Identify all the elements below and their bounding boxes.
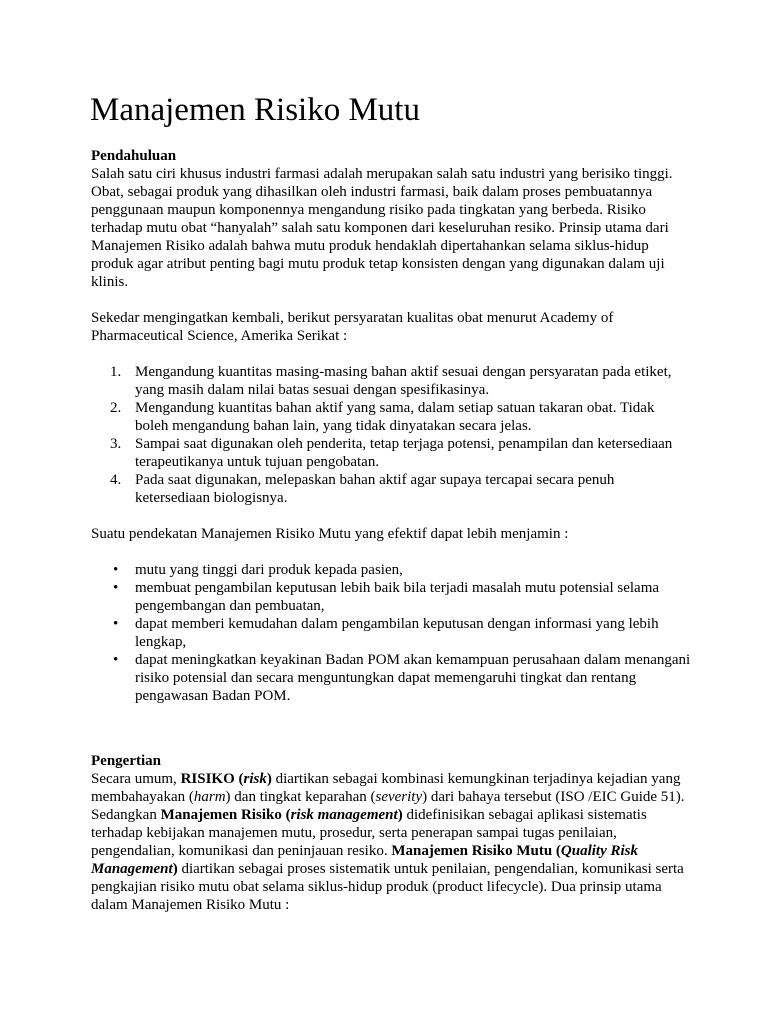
numbered-list-item	[91, 399, 691, 435]
text-run: )	[172, 861, 178, 877]
term-manajemen-risiko	[161, 807, 403, 823]
text-run: )	[397, 807, 403, 823]
term-risiko	[181, 771, 272, 787]
bullet-icon: •	[113, 580, 119, 596]
list-number: 4.	[110, 472, 122, 488]
bullet-icon: •	[113, 562, 119, 578]
bullet-list	[91, 561, 691, 705]
term-risk-management: risk management	[290, 807, 398, 823]
text-run: diartikan sebagai kombinasi kemungkinan terjadinya kejadian yang membahayakan (	[91, 771, 681, 805]
paragraph-definitions	[91, 770, 691, 914]
list-number: 2.	[110, 400, 122, 416]
term-quality-risk-management: Quality Risk Management	[91, 843, 639, 877]
text-run: Manajemen Risiko Mutu (	[391, 843, 561, 859]
bullet-icon: •	[113, 616, 119, 632]
text-run: RISIKO (	[180, 771, 244, 787]
numbered-list-item	[91, 363, 691, 399]
paragraph-intro: Salah satu ciri khusus industri farmasi adalah merupakan salah satu industri yang berisiko tinggi. Obat, sebagai produk yang dihasilkan oleh industri farmasi, baik dalam proses pembuatannya penggunaan maupun komponennya mengandung risiko pada tingkatan yang berbeda. Risiko terhadap mutu obat “hanyalah” salah satu komponen dari keseluruhan resiko. Prinsip utama dari Manajemen Risiko adalah bahwa mutu produk hendaklah dipertahankan selama siklus-hidup produk agar atribut penting bagi mutu produk tetap konsisten dengan yang digunakan dalam uji klinis.	[91, 166, 673, 290]
numbered-list	[91, 363, 691, 507]
spacer	[91, 345, 691, 363]
spacer	[91, 507, 691, 525]
text-run: ) dan tingkat keparahan (	[225, 789, 376, 805]
list-number: 3.	[110, 436, 122, 452]
text-run: ) dari bahaya tersebut (ISO /EIC Guide 51). Sedangkan	[91, 789, 685, 823]
term-risk: risk	[243, 771, 267, 787]
numbered-list-item	[91, 471, 691, 507]
bullet-list-item	[91, 615, 691, 651]
document-title: Manajemen Risiko Mutu	[90, 92, 420, 128]
list-item-text: Sampai saat digunakan oleh penderita, tetap terjaga potensi, penampilan dan ketersediaan terapeutikanya untuk tujuan pengobatan.	[135, 436, 673, 470]
list-item-text: dapat memberi kemudahan dalam pengambilan keputusan dengan informasi yang lebih lengkap,	[135, 616, 659, 650]
spacer	[91, 291, 691, 309]
list-item-text: mutu yang tinggi dari produk kepada pasien,	[135, 562, 403, 578]
section-heading: Pengertian	[91, 753, 161, 769]
text-run: didefinisikan sebagai aplikasi sistematis terhadap kebijakan manajemen mutu, prosedur, serta penerapan sampai tugas penilaian, pengendalian, komunikasi dan peninjauan resiko.	[91, 807, 647, 859]
list-item-text: Pada saat digunakan, melepaskan bahan aktif agar supaya tercapai secara penuh ketersediaan biologisnya.	[135, 472, 615, 506]
text-run: )	[266, 771, 272, 787]
bullet-list-item	[91, 651, 691, 705]
term-severity: severity	[375, 789, 423, 805]
bullet-icon: •	[113, 652, 119, 668]
text-run: Manajemen Risiko (	[160, 807, 291, 823]
list-number: 1.	[110, 364, 122, 380]
text-run: diartikan sebagai proses sistematik untuk penilaian, pengendalian, komunikasi serta pengkajian risiko mutu obat selama siklus-hidup produk (product lifecycle). Dua prinsip utama dalam Manajemen Risiko Mutu :	[91, 861, 684, 913]
list-item-text: membuat pengambilan keputusan lebih baik bila terjadi masalah mutu potensial selama pengembangan dan pembuatan,	[135, 580, 660, 614]
spacer	[91, 543, 691, 561]
bullet-list-item	[91, 579, 691, 615]
term-harm: harm	[193, 789, 226, 805]
list-item-text: Mengandung kuantitas masing-masing bahan aktif sesuai dengan persyaratan pada etiket, yang masih dalam nilai batas sesuai dengan spesifikasinya.	[135, 364, 672, 398]
list-item-text: dapat meningkatkan keyakinan Badan POM akan kemampuan perusahaan dalam menangani risiko potensial dan secara menguntungkan dapat memengaruhi tingkat dan rentang pengawasan Badan POM.	[135, 652, 691, 704]
paragraph-approach: Suatu pendekatan Manajemen Risiko Mutu yang efektif dapat lebih menjamin :	[91, 526, 569, 542]
list-item-text: Mengandung kuantitas bahan aktif yang sama, dalam setiap satuan takaran obat. Tidak boleh mengandung bahan lain, yang tidak dinyatakan secara jelas.	[135, 400, 655, 434]
text-run: Secara umum,	[91, 771, 181, 787]
numbered-list-item	[91, 435, 691, 471]
section-heading: Pendahuluan	[91, 148, 177, 164]
paragraph-requirements-intro: Sekedar mengingatkan kembali, berikut persyaratan kualitas obat menurut Academy of Pharmaceutical Science, Amerika Serikat :	[91, 310, 614, 344]
bullet-list-item	[91, 561, 691, 579]
section-pendahuluan	[91, 147, 691, 705]
section-pengertian	[91, 752, 691, 914]
